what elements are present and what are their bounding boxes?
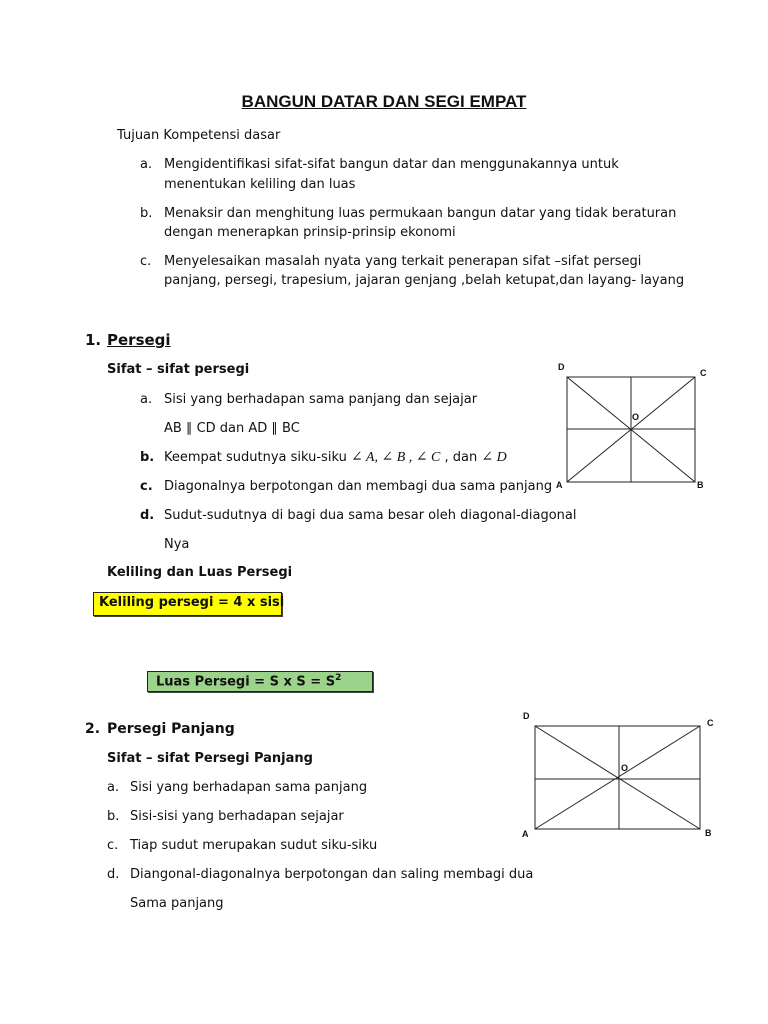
angle-expression: ∠ A, ∠ B , ∠ C [350,450,441,465]
keliling-formula: Keliling persegi = 4 x sisi [99,595,285,610]
page-title: BANGUN DATAR DAN SEGI EMPAT [241,92,527,111]
list-marker: d. [140,508,155,523]
list-item: menentukan keliling dan luas [164,177,356,192]
luas-formula [156,673,341,689]
list-item [164,449,507,467]
list-item: Sisi-sisi yang berhadapan sejajar [130,809,344,824]
list-marker: a. [140,157,153,172]
section2-number: 2. [85,721,101,737]
vertex-label: B [697,480,704,490]
section1-subtitle: Sifat – sifat persegi [107,362,250,377]
list-item: Tiap sudut merupakan sudut siku-siku [130,838,378,853]
vertex-label: C [707,718,714,728]
section2-title: Persegi Panjang [107,721,235,737]
list-item: Sudut-sudutnya di bagi dua sama besar oleh diagonal-diagonal [164,508,577,523]
list-item: Sisi yang berhadapan sama panjang [130,780,368,795]
luas-formula-text: Luas Persegi = S x S = S [156,674,336,690]
vertex-label: D [558,362,565,372]
conjunction: , dan [444,450,478,465]
list-item: Menyelesaikan masalah nyata yang terkait penerapan sifat –sifat persegi [164,254,642,269]
list-item-continuation: Sama panjang [130,896,224,911]
vertex-label: A [522,829,529,839]
list-marker: c. [140,479,153,494]
list-marker: c. [140,254,152,269]
luas-exponent: 2 [335,673,342,683]
vertex-label: B [705,828,712,838]
section1-title: Persegi [107,331,171,349]
list-marker: a. [140,392,153,407]
rectangle-diagram [515,708,725,843]
square-diagram [550,358,715,493]
list-marker: d. [107,867,120,882]
center-label: O [621,763,629,773]
vertex-label: D [523,711,530,721]
list-item: Sisi yang berhadapan sama panjang dan sejajar [164,392,478,407]
luas-formula-box [147,671,373,692]
list-marker: b. [107,809,120,824]
list-item: Menaksir dan menghitung luas permukaan bangun datar yang tidak beraturan [164,206,677,221]
list-item-continuation: Nya [164,537,190,552]
list-item: dengan menerapkan prinsip-prinsip ekonomi [164,225,456,240]
list-marker: b. [140,206,153,221]
list-item: Mengidentifikasi sifat-sifat bangun datar dan menggunakannya untuk [164,157,619,172]
list-item: Diagonalnya berpotongan dan membagi dua sama panjang [164,479,553,494]
list-item: Diangonal-diagonalnya berpotongan dan saling membagi dua [130,867,534,882]
center-label: O [632,412,640,422]
list-marker: c. [107,838,119,853]
angle-d: ∠ D [481,450,507,465]
keliling-formula-box [93,592,285,616]
section1-number: 1. [85,331,102,349]
list-item: panjang, persegi, trapesium, jajaran genjang ,belah ketupat,dan layang- layang [164,273,685,288]
keliling-heading: Keliling dan Luas Persegi [107,565,293,580]
intro-heading: Tujuan Kompetensi dasar [117,128,281,143]
vertex-label: C [700,368,707,378]
list-marker: a. [107,780,120,795]
vertex-label: A [556,480,563,490]
list-item-text: Keempat sudutnya siku-siku [164,450,347,465]
section2-subtitle: Sifat – sifat Persegi Panjang [107,751,313,766]
list-marker: b. [140,450,155,465]
parallel-statement: AB ∥ CD dan AD ∥ BC [164,421,300,436]
